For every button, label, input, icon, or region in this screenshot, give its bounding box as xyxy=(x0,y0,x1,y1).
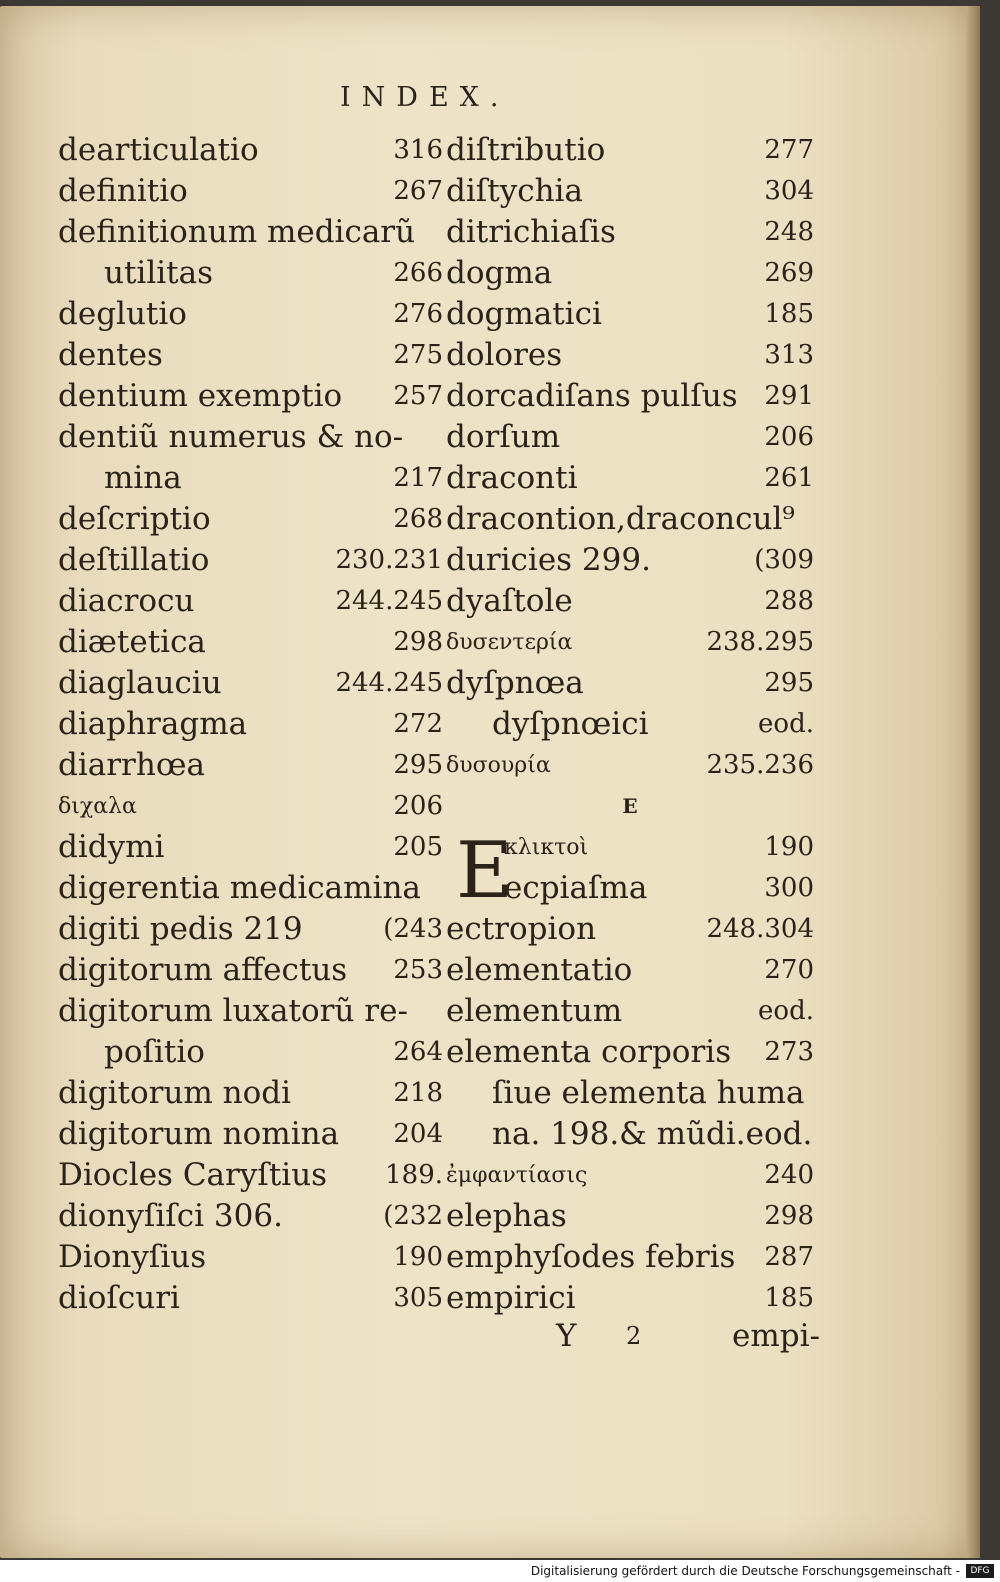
index-entry xyxy=(58,499,443,540)
index-term: ſiue elementa huma xyxy=(492,1075,805,1111)
index-entry xyxy=(58,622,443,663)
index-page-ref: 185 xyxy=(764,1283,814,1313)
index-entry xyxy=(58,950,443,991)
index-term: dentiũ numerus & no- xyxy=(58,419,404,455)
index-entry xyxy=(58,581,443,622)
index-term: definitio xyxy=(58,173,188,209)
digitization-credit: Digitalisierung gefördert durch die Deutsche Forschungsgemeinschaft - xyxy=(530,1564,960,1578)
index-entry xyxy=(446,991,814,1032)
index-page-ref: 189. xyxy=(385,1160,443,1190)
index-term: na. 198.& mũdi.eod. xyxy=(492,1116,813,1152)
index-entry xyxy=(446,335,814,376)
signature-number: 2 xyxy=(626,1322,642,1350)
index-entry xyxy=(58,663,443,704)
index-page-ref: 267 xyxy=(393,176,443,206)
index-term: ἐμφαντίασις xyxy=(446,1163,588,1188)
index-page-ref: 287 xyxy=(764,1242,814,1272)
drop-cap: E xyxy=(456,826,513,916)
index-term: dyaſtole xyxy=(446,583,573,619)
index-term: elephas xyxy=(446,1198,567,1234)
index-entry xyxy=(446,704,814,745)
index-term: dioſcuri xyxy=(58,1280,180,1316)
index-page-ref: 272 xyxy=(393,709,443,739)
index-page-ref: 206 xyxy=(393,791,443,821)
index-entry xyxy=(446,745,814,786)
index-entry xyxy=(58,991,443,1032)
index-page-ref: 277 xyxy=(764,135,814,165)
index-page-ref: 313 xyxy=(764,340,814,370)
index-page-ref: 257 xyxy=(393,381,443,411)
index-term: digitorum luxatorũ re- xyxy=(58,993,408,1029)
index-entry xyxy=(446,294,814,335)
index-entry xyxy=(58,253,443,294)
index-term: diætetica xyxy=(58,624,206,660)
index-term: digitorum affectus xyxy=(58,952,348,988)
index-entry xyxy=(446,1237,814,1278)
index-term: dyſpnœici xyxy=(492,706,649,742)
index-page-ref: 266 xyxy=(393,258,443,288)
index-page-ref: (232 xyxy=(383,1201,443,1231)
index-term: dentium exemptio xyxy=(58,378,343,414)
index-term: diaglauciu xyxy=(58,665,222,701)
index-page-ref: 238.295 xyxy=(706,627,814,657)
index-page-ref: 295 xyxy=(764,668,814,698)
index-entry xyxy=(58,704,443,745)
index-term: dionyſiſci 306. xyxy=(58,1198,283,1234)
index-entry xyxy=(446,950,814,991)
index-term: ecpiaſma xyxy=(504,870,648,906)
index-page-ref: 240 xyxy=(764,1160,814,1190)
index-entry xyxy=(58,1073,443,1114)
index-term: emphyſodes febris xyxy=(446,1239,736,1275)
index-term: dogmatici xyxy=(446,296,602,332)
index-page-ref: 304 xyxy=(764,176,814,206)
index-page-ref: 253 xyxy=(393,955,443,985)
index-term: didymi xyxy=(58,829,165,865)
index-page-ref: 268 xyxy=(393,504,443,534)
index-entry xyxy=(58,745,443,786)
index-page-ref: 298 xyxy=(393,627,443,657)
index-entry xyxy=(446,581,814,622)
index-page-ref: 276 xyxy=(393,299,443,329)
index-term: δυσουρία xyxy=(446,753,551,778)
index-page-ref: 298 xyxy=(764,1201,814,1231)
index-term: διχαλα xyxy=(58,794,137,819)
index-entry xyxy=(58,335,443,376)
index-term: diaphragma xyxy=(58,706,248,742)
index-term: empirici xyxy=(446,1280,576,1316)
index-page-ref: 244.245 xyxy=(335,668,443,698)
index-term: mina xyxy=(104,460,182,496)
index-entry xyxy=(58,909,443,950)
index-entry xyxy=(446,130,814,171)
index-entry xyxy=(58,1278,443,1319)
index-entry xyxy=(58,1032,443,1073)
index-term: digiti pedis 219 xyxy=(58,911,303,947)
digitization-credit-bar xyxy=(0,1560,1000,1582)
index-page-ref: 300 xyxy=(764,873,814,903)
index-page-ref: (243 xyxy=(383,914,443,944)
index-entry xyxy=(58,294,443,335)
index-term: diarrhœa xyxy=(58,747,205,783)
index-term: diſtychia xyxy=(446,173,583,209)
index-entry xyxy=(446,1032,814,1073)
page-edge xyxy=(966,6,980,1558)
index-term: draconti xyxy=(446,460,578,496)
index-entry xyxy=(446,212,814,253)
index-page-ref: 275 xyxy=(393,340,443,370)
index-term: diacrocu xyxy=(58,583,195,619)
index-entry xyxy=(446,253,814,294)
index-entry xyxy=(446,663,814,704)
index-term: dogma xyxy=(446,255,553,291)
catchword: empi- xyxy=(732,1318,820,1354)
index-page-ref: 269 xyxy=(764,258,814,288)
index-page-ref: eod. xyxy=(758,996,814,1026)
index-term: Diocles Caryſtius xyxy=(58,1157,328,1193)
index-page-ref: 248.304 xyxy=(706,914,814,944)
index-term: dyſpnœa xyxy=(446,665,584,701)
index-page-ref: 204 xyxy=(393,1119,443,1149)
index-term: utilitas xyxy=(104,255,214,291)
index-page-ref: 235.236 xyxy=(706,750,814,780)
index-page-ref: 291 xyxy=(764,381,814,411)
catchword-line xyxy=(556,1318,820,1362)
signature-mark: Y xyxy=(556,1318,577,1354)
index-entry xyxy=(58,376,443,417)
index-term: definitionum medicarũ xyxy=(58,214,416,250)
index-page-ref: 205 xyxy=(393,832,443,862)
index-page-ref: 288 xyxy=(764,586,814,616)
dfg-logo: DFG xyxy=(966,1564,994,1578)
index-page-ref: 261 xyxy=(764,463,814,493)
index-term: Dionyſius xyxy=(58,1239,207,1275)
index-term: digerentia medicamina xyxy=(58,870,421,906)
index-term: dorcadiſans pulſus xyxy=(446,378,738,414)
index-term: dentes xyxy=(58,337,163,373)
index-term: elementa corporis xyxy=(446,1034,732,1070)
index-term: digitorum nomina xyxy=(58,1116,340,1152)
index-page-ref: 218 xyxy=(393,1078,443,1108)
index-term: diſtributio xyxy=(446,132,606,168)
index-entry xyxy=(58,827,443,868)
index-page-ref: 185 xyxy=(764,299,814,329)
index-entry xyxy=(446,376,814,417)
index-term: deſtillatio xyxy=(58,542,210,578)
index-term: digitorum nodi xyxy=(58,1075,292,1111)
index-term: duricies 299. xyxy=(446,542,651,578)
index-page-ref: 264 xyxy=(393,1037,443,1067)
running-head: INDEX. xyxy=(340,82,510,113)
index-page-ref: 244.245 xyxy=(335,586,443,616)
index-term: elementum xyxy=(446,993,623,1029)
index-entry xyxy=(58,540,443,581)
index-page-ref: 248 xyxy=(764,217,814,247)
index-entry xyxy=(58,417,443,458)
index-column-right xyxy=(446,130,814,1319)
index-entry xyxy=(58,786,443,827)
index-term: dorſum xyxy=(446,419,561,455)
index-page-ref: 190 xyxy=(764,832,814,862)
index-term: dearticulatio xyxy=(58,132,259,168)
index-term: dracontion,draconcul⁹ xyxy=(446,501,795,537)
index-term: κλικτοὶ xyxy=(504,835,589,860)
index-entry xyxy=(58,212,443,253)
index-term: δυσεντερία xyxy=(446,630,573,655)
index-column-left xyxy=(58,130,443,1319)
section-letter: E xyxy=(622,794,638,818)
index-term: dolores xyxy=(446,337,563,373)
index-page-ref: (309 xyxy=(754,545,814,575)
book-page xyxy=(0,6,980,1558)
index-page-ref: 206 xyxy=(764,422,814,452)
index-page-ref: 316 xyxy=(393,135,443,165)
index-entry xyxy=(446,622,814,663)
index-entry xyxy=(58,1114,443,1155)
index-term: ditrichiaſis xyxy=(446,214,616,250)
index-page-ref: 273 xyxy=(764,1037,814,1067)
index-entry xyxy=(58,1155,443,1196)
index-term: poſitio xyxy=(104,1034,205,1070)
index-entry xyxy=(446,171,814,212)
index-page-ref: 230.231 xyxy=(335,545,443,575)
index-term: elementatio xyxy=(446,952,633,988)
index-entry xyxy=(446,1073,814,1114)
index-entry xyxy=(58,458,443,499)
index-page-ref: 295 xyxy=(393,750,443,780)
index-entry xyxy=(446,786,814,827)
index-entry xyxy=(446,458,814,499)
index-term: ectropion xyxy=(446,911,597,947)
index-entry xyxy=(58,171,443,212)
index-entry xyxy=(58,1237,443,1278)
index-entry xyxy=(446,1278,814,1319)
index-page-ref: 270 xyxy=(764,955,814,985)
index-page-ref: eod. xyxy=(758,709,814,739)
index-entry xyxy=(58,868,443,909)
index-term: deſcriptio xyxy=(58,501,211,537)
index-entry xyxy=(446,1155,814,1196)
index-entry xyxy=(446,540,814,581)
index-entry xyxy=(58,130,443,171)
index-page-ref: 305 xyxy=(393,1283,443,1313)
index-entry xyxy=(446,417,814,458)
index-page-ref: 190 xyxy=(393,1242,443,1272)
index-entry xyxy=(58,1196,443,1237)
index-entry xyxy=(446,1114,814,1155)
index-entry xyxy=(446,499,814,540)
index-entry xyxy=(446,1196,814,1237)
index-page-ref: 217 xyxy=(393,463,443,493)
index-term: deglutio xyxy=(58,296,187,332)
